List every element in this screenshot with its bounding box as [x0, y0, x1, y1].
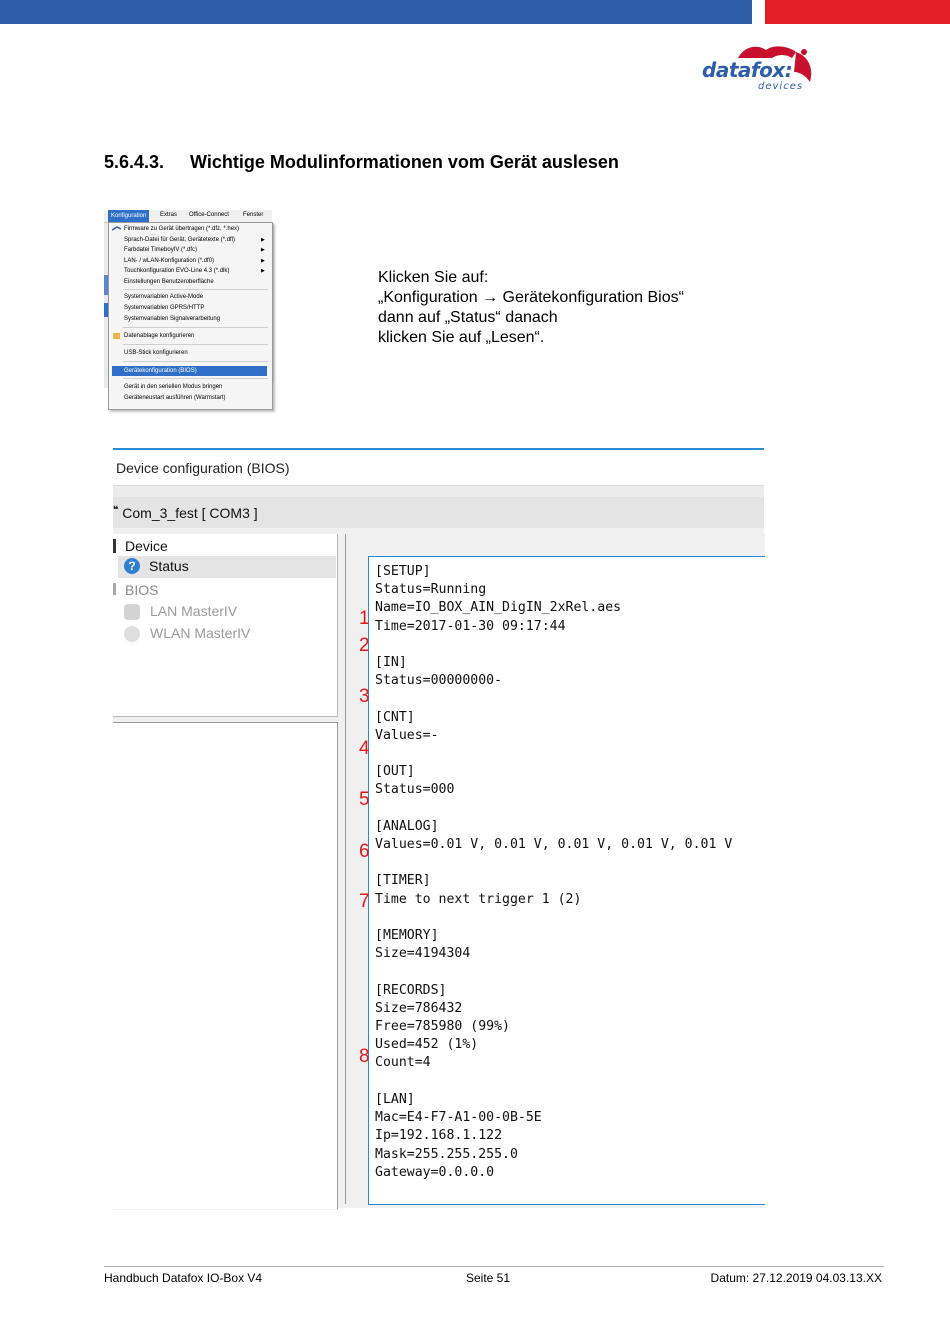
section-number: 5.6.4.3. [104, 152, 165, 172]
menu-item-geraetekonfiguration[interactable]: Gerätekonfiguration (BIOS) [112, 366, 267, 376]
menu-item-lan-wlan[interactable]: LAN- / wLAN-Konfiguration (*.df0) [124, 257, 215, 264]
menu-item-datenablage[interactable]: Datenablage konfigurieren [124, 333, 195, 339]
marker-7: 7 [359, 891, 370, 912]
menu-item-farbdatei[interactable]: Farbdatei TimeboyIV (*.dfc) [124, 247, 198, 253]
wlan-icon [124, 626, 140, 642]
menu-fenster[interactable]: Fenster [243, 212, 264, 218]
tree-node-status-selected[interactable] [118, 556, 336, 578]
tree-node-device[interactable]: Device [125, 538, 168, 554]
marker-5: 5 [359, 789, 370, 810]
marker-8: 8 [359, 1046, 370, 1067]
marker-2: 2 [359, 635, 370, 656]
footer-rule [104, 1266, 884, 1267]
footer-date: Datum: 27.12.2019 04.03.13.XX [710, 1271, 882, 1285]
menu-item-firmware[interactable]: Firmware zu Gerät übertragen (*.dfz, *.hex) [124, 226, 240, 232]
device-tree [113, 534, 338, 717]
bios-icon [113, 583, 116, 595]
folder-icon [113, 333, 120, 339]
instruction-line-4: klicken Sie auf „Lesen“. [378, 329, 545, 346]
logo-subline: devices [758, 81, 804, 92]
menu-item-usb-stick[interactable]: USB-Stick konfigurieren [124, 350, 188, 356]
instruction-text [378, 268, 684, 348]
port-selector[interactable] [113, 497, 764, 529]
datafox-logo [700, 42, 820, 94]
footer-manual-title: Handbuch Datafox IO-Box V4 [104, 1271, 263, 1285]
menu-item-sysvar-signal[interactable]: Systemvariablen Signalverarbeitung [124, 316, 221, 322]
menu-item-sprachdatei[interactable]: Sprach-Datei für Gerät, Gerätetexte (*.dfl) [124, 236, 236, 243]
menu-item-sysvar-active[interactable]: Systemvariablen Active-Mode [124, 294, 204, 300]
tree-node-lan[interactable]: LAN MasterIV [150, 603, 238, 619]
tree-root-icon [113, 539, 116, 553]
menu-extras[interactable]: Extras [160, 212, 178, 218]
instruction-line-1: Klicken Sie auf: [378, 269, 489, 286]
firmware-icon [112, 226, 121, 232]
lan-icon [124, 604, 140, 620]
port-label: Com_3_fest [ COM3 ] [122, 505, 258, 521]
menu-item-einstellungen[interactable]: Einstellungen Benutzeroberfläche [124, 278, 214, 285]
menu-screenshot [104, 200, 274, 410]
tree-node-wlan[interactable]: WLAN MasterIV [150, 625, 251, 641]
marker-4: 4 [359, 738, 370, 759]
section-title: Wichtige Modulinformationen vom Gerät auslesen [190, 152, 619, 172]
marker-6: 6 [359, 841, 370, 862]
device-config-window [113, 448, 764, 1208]
header-bar-blue [0, 0, 752, 24]
plug-icon: ❝ [113, 505, 119, 516]
window-title: Device configuration (BIOS) [116, 460, 290, 476]
instruction-line-3: dann auf „Status“ danach [378, 309, 558, 326]
tree-node-status-label: Status [149, 558, 189, 574]
logo-wordmark: datafox: [702, 58, 793, 82]
help-icon: ? [124, 558, 140, 574]
window-accent-line [113, 448, 764, 450]
menu-item-warmstart[interactable]: Geräteneustart ausführen (Warmstart) [124, 395, 226, 401]
footer-page-number: Seite 51 [466, 1271, 511, 1285]
lower-left-panel [113, 722, 338, 1209]
header-bar-red [765, 0, 950, 24]
konfiguration-dropdown: Firmware zu Gerät übertragen (*.dfz, *.hex) Sprach-Datei für Gerät, Gerätetexte (*.dfl) ▶ Farbdatei TimeboyIV (*.dfc) ▶ LAN- / wLAN-Konfiguration (*.df0) ▶ Touchkonfiguration EVO-Line 4.3 (*.dlk) ▶ Einstellungen Benutzeroberfläche Systemvariablen Active-Mode Systemvariablen GPRS/HTTP Systemvariablen Signalverarbeitung Datenablage konfigurieren USB-Stick konfigurieren Gerätekonfiguration (BIOS) Gerät in den seriellen Modus bringen Geräteneustart ausführen (Warmstart) [108, 222, 273, 410]
tree-node-bios[interactable]: BIOS [125, 582, 159, 598]
menu-office-connect[interactable]: Office-Connect [189, 212, 229, 218]
menu-item-touchkonfiguration[interactable]: Touchkonfiguration EVO-Line 4.3 (*.dlk) [124, 268, 230, 274]
marker-3: 3 [359, 686, 370, 707]
menu-konfiguration[interactable]: Konfiguration [108, 210, 149, 222]
menu-item-sysvar-gprs[interactable]: Systemvariablen GPRS/HTTP [124, 305, 205, 311]
marker-1: 1 [359, 608, 370, 629]
instruction-line-2: „Konfiguration → Gerätekonfiguration Bios“ [378, 289, 684, 306]
status-output-box[interactable] [368, 556, 765, 1205]
section-heading [104, 152, 619, 173]
status-output-text: [SETUP] Status=Running Name=IO_BOX_AIN_DigIN_2xRel.aes Time=2017-01-30 09:17:44 [IN] Status=00000000- [CNT] Values=- [OUT] Status=000 [ANALOG] Values=0.01 V, 0.01 V, 0.01 V, 0.01 V, 0.01 V [TIMER] Time to next trigger 1 (2) [MEMORY] Size=4194304 [RECORDS] Size=786432 Free=785980 (99%) Used=452 (1%) Count=4 [LAN] Mac=E4-F7-A1-00-0B-5E Ip=192.168.1.122 Mask=255.255.255.0 Gateway=0.0.0.0 [375, 564, 733, 1180]
menu-item-seriellen-modus[interactable]: Gerät in den seriellen Modus bringen [124, 384, 223, 390]
